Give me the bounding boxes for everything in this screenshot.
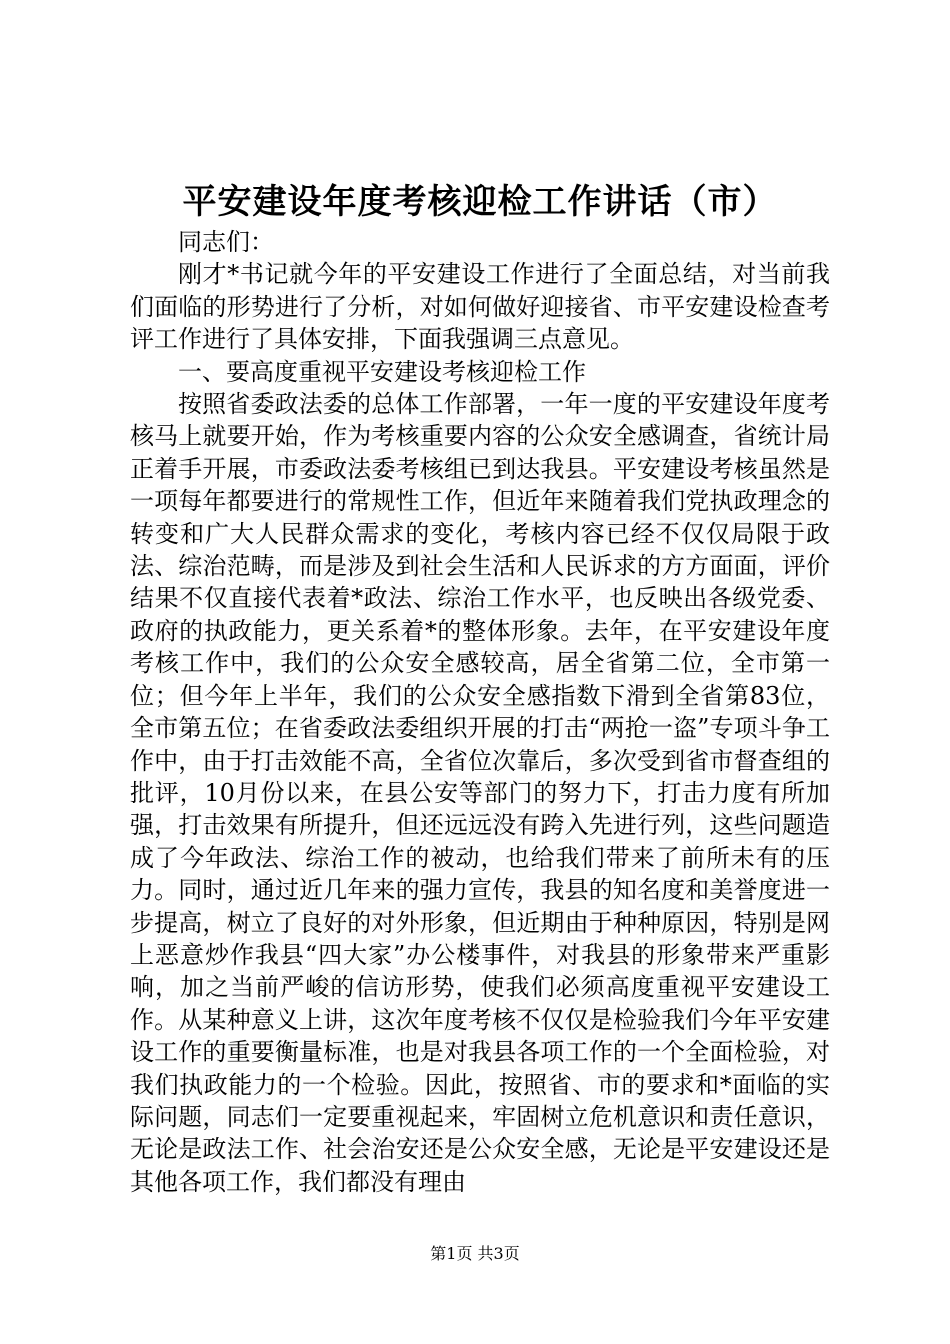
document-body bbox=[130, 226, 830, 1198]
section-heading: 一、要高度重视平安建设考核迎检工作 bbox=[178, 357, 586, 386]
salutation-paragraph: 同志们： bbox=[178, 228, 274, 256]
page-number-footer: 第1页 共3页 bbox=[430, 1244, 520, 1263]
intro-paragraph: 刚才*书记就今年的平安建设工作进行了全面总结，对当前我们面临的形势进行了分析，对如何做好迎接省、市平安建设检查考评工作进行了具体安排，下面我强调三点意见。 bbox=[130, 260, 830, 354]
body-paragraph: 按照省委政法委的总体工作部署，一年一度的平安建设年度考核马上就要开始，作为考核重要内容的公众安全感调查，省统计局正着手开展，市委政法委考核组已到达我县。平安建设考核虽然是一项每年都要进行的常规性工作，但近年来随着我们党执政理念的转变和广大人民群众需求的变化，考核内容已经不仅仅局限于政法、综治范畴，而是涉及到社会生活和人民诉求的方方面面，评价结果不仅直接代表着*政法、综治工作水平，也反映出各级党委、政府的执政能力，更关系着*的整体形象。去年，在平安建设年度考核工作中，我们的公众安全感较高，居全省第二位，全市第一位；但今年上半年，我们的公众安全感指数下滑到全省第83位，全市第五位；在省委政法委组织开展的打击“两抢一盗”专项斗争工作中，由于打击效能不高，全省位次靠后，多次受到省市督查组的批评，10月份以来，在县公安等部门的努力下，打击力度有所加强，打击效果有所提升，但还远远没有跨入先进行列，这些问题造成了今年政法、综治工作的被动，也给我们带来了前所未有的压力。同时，通过近几年来的强力宣传，我县的知名度和美誉度进一步提高，树立了良好的对外形象，但近期由于种种原因，特别是网上恶意炒作我县“四大家”办公楼事件，对我县的形象带来严重影响，加之当前严峻的信访形势，使我们必须高度重视平安建设工作。从某种意义上讲，这次年度考核不仅仅是检验我们今年平安建设工作的重要衡量标准，也是对我县各项工作的一个全面检验，对我们执政能力的一个检验。因此，按照省、市的要求和*面临的实际问题，同志们一定要重视起来，牢固树立危机意识和责任意识，无论是政法工作、社会治安还是公众安全感，无论是平安建设还是其他各项工作，我们都没有理由 bbox=[130, 390, 830, 1196]
document-title: 平安建设年度考核迎检工作讲话（市） bbox=[182, 182, 778, 222]
